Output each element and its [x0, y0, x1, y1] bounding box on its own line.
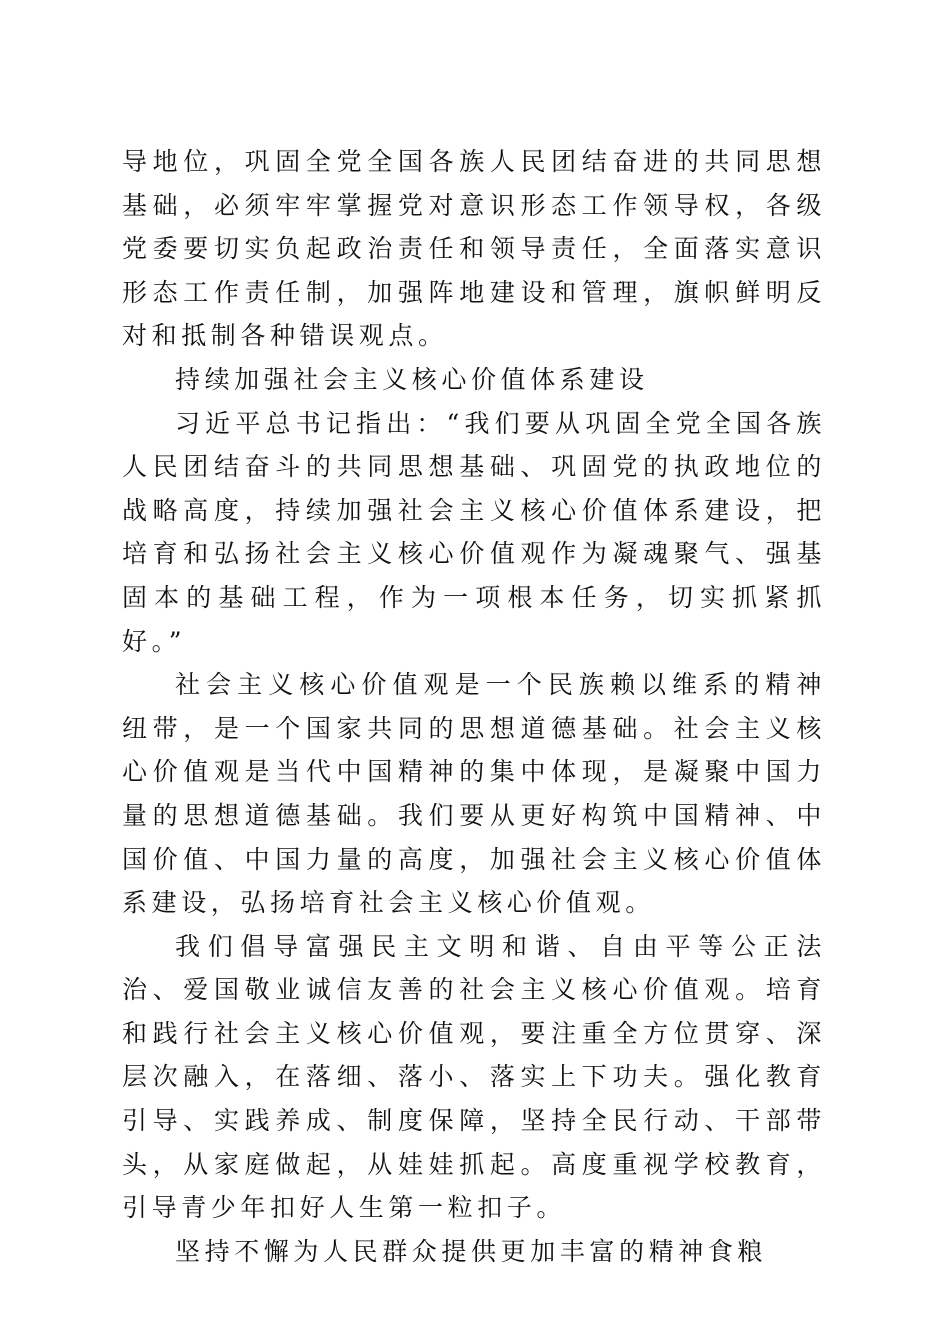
- paragraph-continued: 导地位，巩固全党全国各族人民团结奋进的共同思想基础，必须牢牢掌握党对意识形态工作领导权，各级党委要切实负起政治责任和领导责任，全面落实意识形态工作责任制，加强阵地建设和管理，旗帜鲜明反对和抵制各种错误观点。: [122, 147, 826, 351]
- paragraph-quote: 习近平总书记指出：“我们要从巩固全党全国各族人民团结奋斗的共同思想基础、巩固党的执政地位的战略高度，持续加强社会主义核心价值体系建设，把培育和弘扬社会主义核心价值观作为凝魂聚气、强基固本的基础工程，作为一项根本任务，切实抓紧抓好。”: [122, 408, 826, 656]
- section-heading-core-values: 持续加强社会主义核心价值体系建设: [175, 364, 649, 394]
- document-body: [122, 140, 826, 1273]
- paragraph-spiritual-bond: 社会主义核心价值观是一个民族赖以维系的精神纽带，是一个国家共同的思想道德基础。社会主义核心价值观是当代中国精神的集中体现，是凝聚中国力量的思想道德基础。我们要从更好构筑中国精神、中国价值、中国力量的高度，加强社会主义核心价值体系建设，弘扬培育社会主义核心价值观。: [122, 670, 826, 918]
- paragraph-advocate-values: 我们倡导富强民主文明和谐、自由平等公正法治、爱国敬业诚信友善的社会主义核心价值观。培育和践行社会主义核心价值观，要注重全方位贯穿、深层次融入，在落细、落小、落实上下功夫。强化教育引导、实践养成、制度保障，坚持全民行动、干部带头，从家庭做起，从娃娃抓起。高度重视学校教育，引导青少年扣好人生第一粒扣子。: [122, 931, 826, 1223]
- section-heading-spiritual-food: 坚持不懈为人民群众提供更加丰富的精神食粮: [175, 1236, 768, 1266]
